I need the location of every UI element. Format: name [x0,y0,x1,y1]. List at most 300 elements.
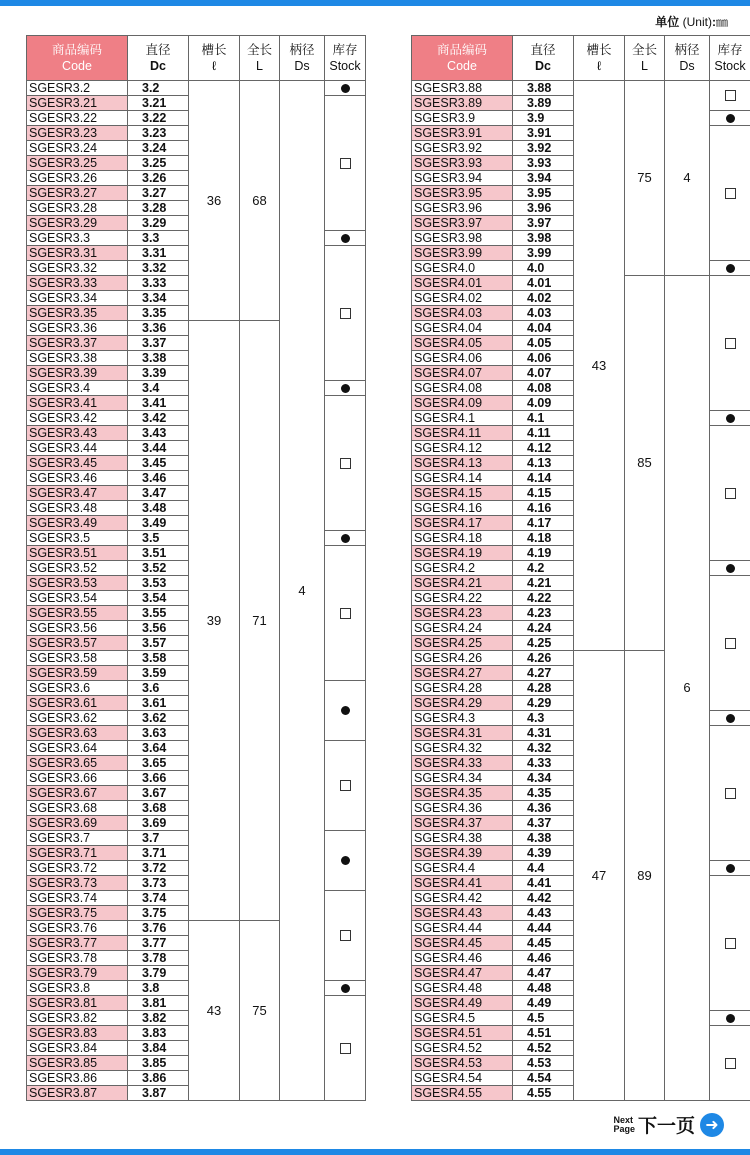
product-code: SGESR3.76 [27,921,128,936]
product-code: SGESR3.87 [27,1086,128,1101]
stock-cell [710,81,750,111]
shank-diameter-value: 6 [665,276,710,1101]
diameter-value: 3.64 [128,741,189,756]
diameter-value: 4.41 [513,876,574,891]
diameter-value: 4.4 [513,861,574,876]
product-code: SGESR3.31 [27,246,128,261]
unit-colon: : [711,15,716,29]
product-code: SGESR3.7 [27,831,128,846]
in-stock-dot-icon [341,534,350,543]
out-of-stock-box-icon [725,90,736,101]
product-code: SGESR4.05 [412,336,513,351]
product-code: SGESR3.27 [27,186,128,201]
total-length-value: 71 [240,321,280,921]
out-of-stock-box-icon [725,188,736,199]
diameter-value: 4.29 [513,696,574,711]
out-of-stock-box-icon [725,788,736,799]
diameter-value: 4.24 [513,621,574,636]
product-code: SGESR3.4 [27,381,128,396]
diameter-value: 3.83 [128,1026,189,1041]
out-of-stock-box-icon [725,488,736,499]
product-code: SGESR3.59 [27,666,128,681]
diameter-value: 3.81 [128,996,189,1011]
header-shank-diameter: 柄径 Ds [280,36,325,81]
diameter-value: 3.45 [128,456,189,471]
product-code: SGESR3.55 [27,606,128,621]
product-code: SGESR4.52 [412,1041,513,1056]
diameter-value: 3.26 [128,171,189,186]
product-code: SGESR4.27 [412,666,513,681]
diameter-value: 4.5 [513,1011,574,1026]
stock-cell [710,876,750,1011]
product-code: SGESR4.03 [412,306,513,321]
header-stock: 库存 Stock [325,36,366,81]
diameter-value: 3.58 [128,651,189,666]
diameter-value: 4.47 [513,966,574,981]
diameter-value: 4.33 [513,756,574,771]
diameter-value: 3.71 [128,846,189,861]
diameter-value: 3.89 [513,96,574,111]
product-code: SGESR4.34 [412,771,513,786]
slot-length-value: 43 [574,81,625,651]
diameter-value: 3.33 [128,276,189,291]
product-code: SGESR3.44 [27,441,128,456]
out-of-stock-box-icon [725,338,736,349]
in-stock-dot-icon [726,714,735,723]
diameter-value: 3.87 [128,1086,189,1101]
product-code: SGESR3.21 [27,96,128,111]
diameter-value: 3.97 [513,216,574,231]
total-length-value: 75 [240,921,280,1101]
product-code: SGESR3.56 [27,621,128,636]
stock-cell [325,246,366,381]
slot-length-value: 47 [574,651,625,1101]
product-code: SGESR3.49 [27,516,128,531]
diameter-value: 4.16 [513,501,574,516]
product-code: SGESR3.46 [27,471,128,486]
diameter-value: 3.8 [128,981,189,996]
diameter-value: 4.03 [513,306,574,321]
product-code: SGESR3.72 [27,861,128,876]
diameter-value: 3.41 [128,396,189,411]
product-code: SGESR3.51 [27,546,128,561]
diameter-value: 3.46 [128,471,189,486]
diameter-value: 4.14 [513,471,574,486]
diameter-value: 3.73 [128,876,189,891]
product-code: SGESR4.07 [412,366,513,381]
out-of-stock-box-icon [725,938,736,949]
stock-cell [710,126,750,261]
product-code: SGESR3.57 [27,636,128,651]
diameter-value: 4.45 [513,936,574,951]
product-code: SGESR3.29 [27,216,128,231]
diameter-value: 3.34 [128,291,189,306]
product-code: SGESR4.01 [412,276,513,291]
diameter-value: 3.44 [128,441,189,456]
product-code: SGESR3.37 [27,336,128,351]
diameter-value: 3.38 [128,351,189,366]
product-code: SGESR3.63 [27,726,128,741]
stock-cell [710,426,750,561]
product-code: SGESR3.8 [27,981,128,996]
product-code: SGESR4.36 [412,801,513,816]
header-code: 商品编码 Code [412,36,513,81]
diameter-value: 4.44 [513,921,574,936]
arrow-right-icon: ➜ [700,1113,724,1137]
product-code: SGESR3.64 [27,741,128,756]
diameter-value: 3.9 [513,111,574,126]
product-code: SGESR3.68 [27,801,128,816]
diameter-value: 4.19 [513,546,574,561]
product-code: SGESR3.92 [412,141,513,156]
stock-cell [325,831,366,891]
diameter-value: 4.53 [513,1056,574,1071]
product-code: SGESR4.44 [412,921,513,936]
next-page-button[interactable] [613,1111,724,1138]
diameter-value: 3.86 [128,1071,189,1086]
diameter-value: 4.01 [513,276,574,291]
product-code: SGESR3.35 [27,306,128,321]
product-code: SGESR3.66 [27,771,128,786]
product-code: SGESR4.42 [412,891,513,906]
diameter-value: 3.2 [128,81,189,96]
stock-cell [325,996,366,1101]
diameter-value: 3.91 [513,126,574,141]
product-code: SGESR4.2 [412,561,513,576]
diameter-value: 4.52 [513,1041,574,1056]
diameter-value: 3.92 [513,141,574,156]
diameter-value: 4.36 [513,801,574,816]
in-stock-dot-icon [726,114,735,123]
in-stock-dot-icon [341,706,350,715]
diameter-value: 3.52 [128,561,189,576]
product-code: SGESR3.47 [27,486,128,501]
diameter-value: 3.79 [128,966,189,981]
diameter-value: 3.99 [513,246,574,261]
product-code: SGESR3.65 [27,756,128,771]
unit-value: ㎜ [715,15,728,29]
product-code: SGESR3.52 [27,561,128,576]
product-code: SGESR3.93 [412,156,513,171]
diameter-value: 4.0 [513,261,574,276]
out-of-stock-box-icon [725,638,736,649]
header-stock: 库存 Stock [710,36,750,81]
stock-cell [325,231,366,246]
product-code: SGESR4.31 [412,726,513,741]
product-code: SGESR3.38 [27,351,128,366]
product-code: SGESR4.06 [412,351,513,366]
product-code: SGESR3.32 [27,261,128,276]
header-shank-diameter: 柄径 Ds [665,36,710,81]
product-code: SGESR4.45 [412,936,513,951]
table-row [412,81,750,96]
diameter-value: 3.7 [128,831,189,846]
diameter-value: 4.32 [513,741,574,756]
diameter-value: 3.88 [513,81,574,96]
product-code: SGESR3.28 [27,201,128,216]
product-code: SGESR4.32 [412,741,513,756]
slot-length-value: 36 [189,81,240,321]
product-code: SGESR3.53 [27,576,128,591]
diameter-value: 4.23 [513,606,574,621]
diameter-value: 3.82 [128,1011,189,1026]
diameter-value: 4.39 [513,846,574,861]
diameter-value: 3.42 [128,411,189,426]
product-code: SGESR3.94 [412,171,513,186]
diameter-value: 4.1 [513,411,574,426]
in-stock-dot-icon [726,1014,735,1023]
product-code: SGESR3.83 [27,1026,128,1041]
out-of-stock-box-icon [340,158,351,169]
diameter-value: 3.36 [128,321,189,336]
diameter-value: 3.27 [128,186,189,201]
slot-length-value: 39 [189,321,240,921]
stock-cell [710,411,750,426]
product-code: SGESR3.98 [412,231,513,246]
diameter-value: 3.55 [128,606,189,621]
product-code: SGESR3.39 [27,366,128,381]
stock-cell [325,531,366,546]
stock-cell [325,546,366,681]
in-stock-dot-icon [726,264,735,273]
diameter-value: 3.65 [128,756,189,771]
diameter-value: 3.24 [128,141,189,156]
diameter-value: 4.51 [513,1026,574,1041]
diameter-value: 3.59 [128,666,189,681]
product-code: SGESR4.24 [412,621,513,636]
diameter-value: 3.37 [128,336,189,351]
product-code: SGESR4.53 [412,1056,513,1071]
product-code: SGESR4.48 [412,981,513,996]
product-code: SGESR4.47 [412,966,513,981]
stock-cell [325,741,366,831]
product-code: SGESR3.79 [27,966,128,981]
product-code: SGESR3.71 [27,846,128,861]
next-page-label: 下一页 [637,1116,695,1137]
in-stock-dot-icon [341,234,350,243]
product-code: SGESR4.13 [412,456,513,471]
diameter-value: 4.26 [513,651,574,666]
product-code: SGESR3.24 [27,141,128,156]
product-code: SGESR3.26 [27,171,128,186]
diameter-value: 3.75 [128,906,189,921]
product-code: SGESR3.58 [27,651,128,666]
diameter-value: 4.27 [513,666,574,681]
stock-cell [325,891,366,981]
out-of-stock-box-icon [340,458,351,469]
in-stock-dot-icon [341,984,350,993]
product-code: SGESR4.12 [412,441,513,456]
diameter-value: 4.18 [513,531,574,546]
diameter-value: 3.4 [128,381,189,396]
stock-cell [710,711,750,726]
diameter-value: 4.07 [513,366,574,381]
diameter-value: 3.72 [128,861,189,876]
header-diameter: 直径 Dc [513,36,574,81]
diameter-value: 4.12 [513,441,574,456]
in-stock-dot-icon [726,864,735,873]
product-code: SGESR4.23 [412,606,513,621]
diameter-value: 3.63 [128,726,189,741]
header-total-length: 全长 L [240,36,280,81]
diameter-value: 3.23 [128,126,189,141]
diameter-value: 4.05 [513,336,574,351]
product-code: SGESR3.48 [27,501,128,516]
bottom-accent-bar [0,1149,750,1155]
product-code: SGESR3.77 [27,936,128,951]
header-diameter: 直径 Dc [128,36,189,81]
product-code: SGESR4.21 [412,576,513,591]
in-stock-dot-icon [341,856,350,865]
stock-cell [710,111,750,126]
product-code: SGESR3.22 [27,111,128,126]
header-total-length: 全长 L [625,36,665,81]
diameter-value: 3.6 [128,681,189,696]
diameter-value: 3.84 [128,1041,189,1056]
diameter-value: 3.85 [128,1056,189,1071]
product-code: SGESR3.95 [412,186,513,201]
product-code: SGESR3.33 [27,276,128,291]
header-slot-length: 槽长 ℓ [189,36,240,81]
stock-cell [325,681,366,741]
product-code: SGESR4.3 [412,711,513,726]
product-code: SGESR3.3 [27,231,128,246]
unit-label-cn: 单位 [655,15,680,29]
diameter-value: 3.49 [128,516,189,531]
diameter-value: 3.5 [128,531,189,546]
product-code: SGESR3.34 [27,291,128,306]
table-header-row [27,36,366,81]
diameter-value: 3.35 [128,306,189,321]
product-code: SGESR4.28 [412,681,513,696]
diameter-value: 3.25 [128,156,189,171]
product-code: SGESR3.41 [27,396,128,411]
top-accent-bar [0,0,750,6]
diameter-value: 4.34 [513,771,574,786]
product-code: SGESR4.51 [412,1026,513,1041]
diameter-value: 3.39 [128,366,189,381]
product-code: SGESR3.74 [27,891,128,906]
shank-diameter-value: 4 [280,81,325,1101]
product-code: SGESR3.54 [27,591,128,606]
next-page-en: Next Page [613,1114,635,1134]
product-code: SGESR4.17 [412,516,513,531]
diameter-value: 4.46 [513,951,574,966]
product-code: SGESR4.29 [412,696,513,711]
product-code: SGESR4.22 [412,591,513,606]
product-code: SGESR4.18 [412,531,513,546]
product-code: SGESR3.78 [27,951,128,966]
stock-cell [710,1026,750,1101]
unit-label [655,13,728,30]
total-length-value: 75 [625,81,665,276]
diameter-value: 3.61 [128,696,189,711]
product-table-right [411,35,750,1101]
diameter-value: 3.66 [128,771,189,786]
product-code: SGESR3.96 [412,201,513,216]
unit-label-en: (Unit) [682,15,712,29]
product-code: SGESR4.04 [412,321,513,336]
diameter-value: 4.37 [513,816,574,831]
diameter-value: 4.15 [513,486,574,501]
diameter-value: 4.49 [513,996,574,1011]
diameter-value: 3.56 [128,621,189,636]
diameter-value: 4.06 [513,351,574,366]
diameter-value: 4.08 [513,381,574,396]
product-code: SGESR4.33 [412,756,513,771]
diameter-value: 3.48 [128,501,189,516]
diameter-value: 3.53 [128,576,189,591]
product-code: SGESR4.37 [412,816,513,831]
product-code: SGESR4.46 [412,951,513,966]
diameter-value: 3.76 [128,921,189,936]
product-code: SGESR4.38 [412,831,513,846]
diameter-value: 3.69 [128,816,189,831]
diameter-value: 4.42 [513,891,574,906]
product-code: SGESR3.89 [412,96,513,111]
diameter-value: 4.11 [513,426,574,441]
diameter-value: 4.28 [513,681,574,696]
product-code: SGESR4.09 [412,396,513,411]
diameter-value: 3.57 [128,636,189,651]
in-stock-dot-icon [341,384,350,393]
product-code: SGESR4.14 [412,471,513,486]
in-stock-dot-icon [341,84,350,93]
diameter-value: 4.31 [513,726,574,741]
total-length-value: 85 [625,276,665,651]
stock-cell [710,276,750,411]
diameter-value: 3.94 [513,171,574,186]
product-code: SGESR3.43 [27,426,128,441]
product-code: SGESR3.81 [27,996,128,1011]
diameter-value: 3.3 [128,231,189,246]
product-code: SGESR4.41 [412,876,513,891]
product-code: SGESR3.75 [27,906,128,921]
product-code: SGESR3.91 [412,126,513,141]
product-code: SGESR4.35 [412,786,513,801]
product-code: SGESR3.23 [27,126,128,141]
product-code: SGESR3.2 [27,81,128,96]
product-code: SGESR4.11 [412,426,513,441]
stock-cell [710,561,750,576]
product-code: SGESR3.85 [27,1056,128,1071]
stock-cell [710,576,750,711]
diameter-value: 3.43 [128,426,189,441]
diameter-value: 3.32 [128,261,189,276]
diameter-value: 4.2 [513,561,574,576]
header-slot-length: 槽长 ℓ [574,36,625,81]
product-code: SGESR4.4 [412,861,513,876]
product-code: SGESR4.02 [412,291,513,306]
diameter-value: 4.3 [513,711,574,726]
product-code: SGESR3.88 [412,81,513,96]
stock-cell [710,1011,750,1026]
diameter-value: 4.13 [513,456,574,471]
diameter-value: 3.98 [513,231,574,246]
shank-diameter-value: 4 [665,81,710,276]
diameter-value: 4.25 [513,636,574,651]
diameter-value: 4.35 [513,786,574,801]
diameter-value: 4.04 [513,321,574,336]
product-code: SGESR3.62 [27,711,128,726]
out-of-stock-box-icon [340,1043,351,1054]
product-code: SGESR4.08 [412,381,513,396]
diameter-value: 3.47 [128,486,189,501]
product-code: SGESR4.54 [412,1071,513,1086]
diameter-value: 3.62 [128,711,189,726]
diameter-value: 3.95 [513,186,574,201]
product-code: SGESR3.99 [412,246,513,261]
